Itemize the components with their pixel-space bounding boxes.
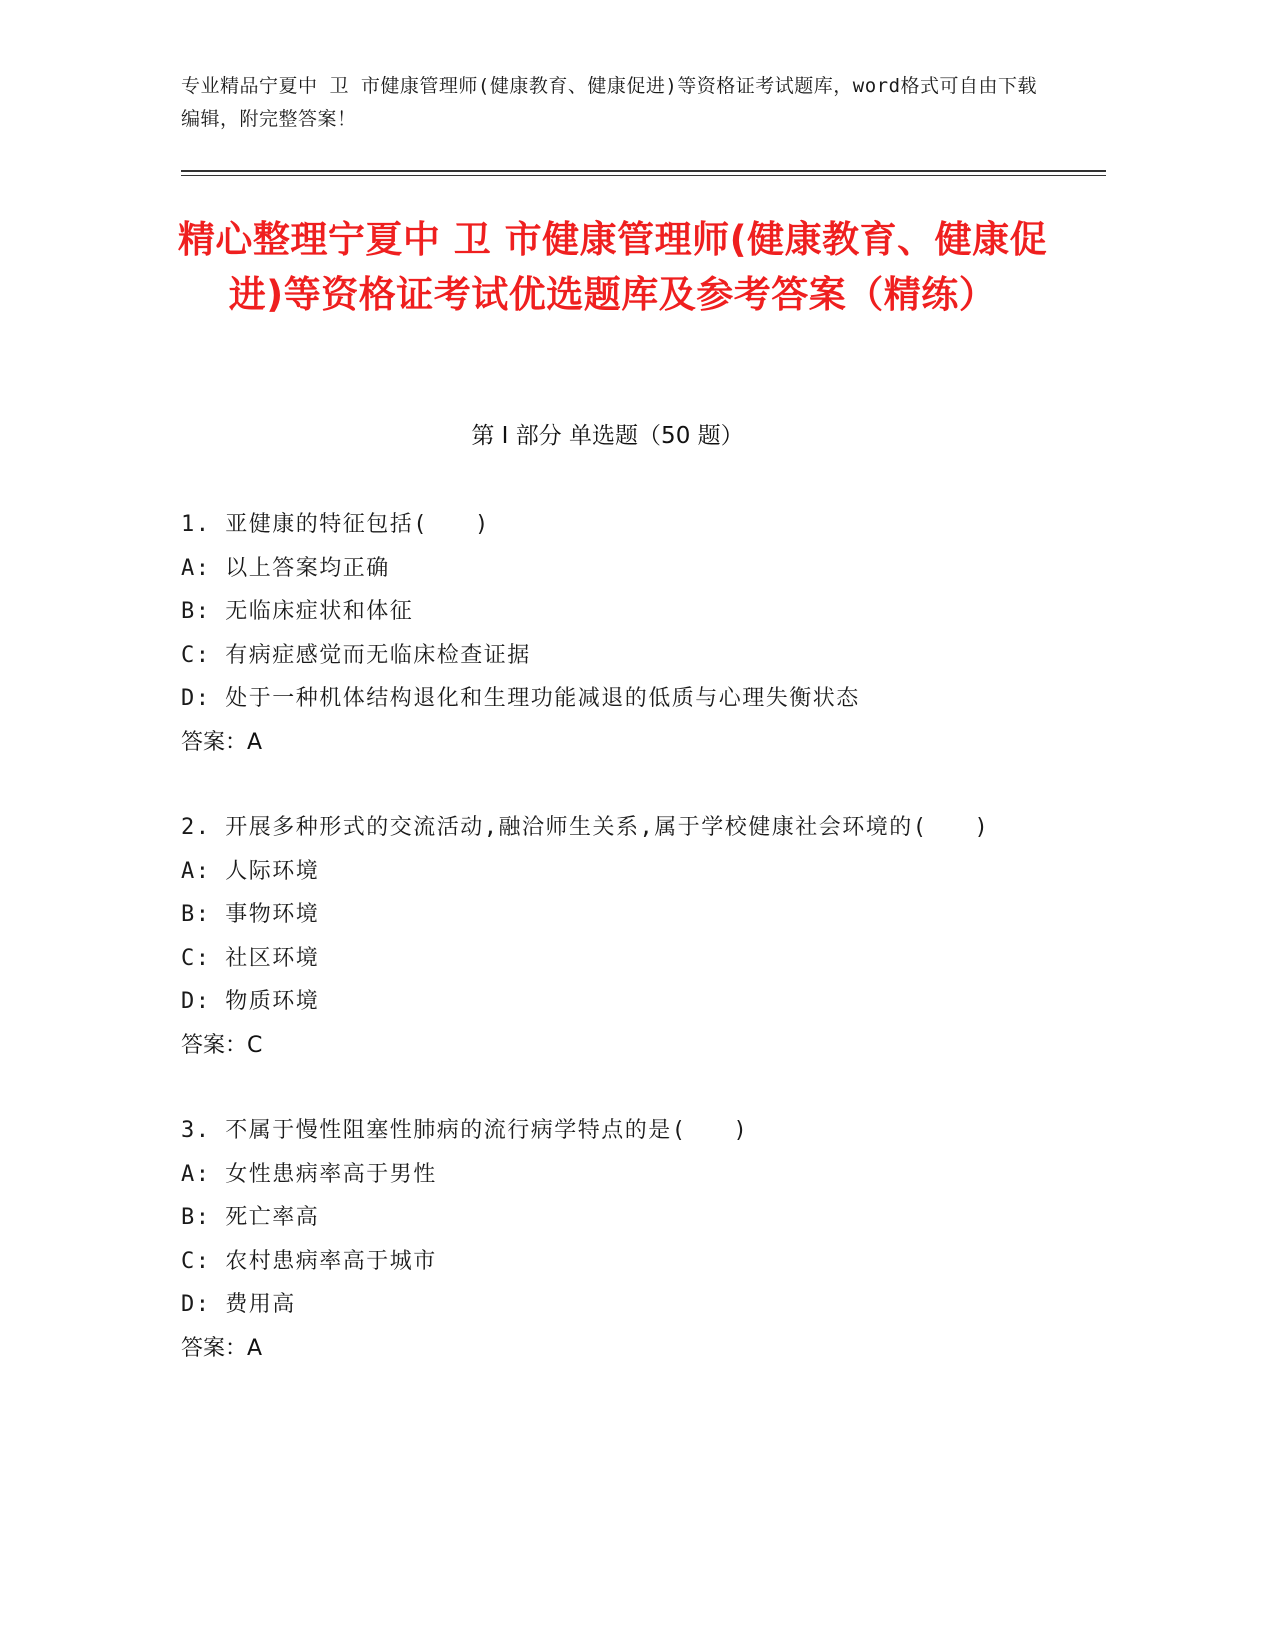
option-b: B: 死亡率高 xyxy=(181,1205,320,1230)
option-a: A: 人际环境 xyxy=(181,858,320,884)
question-stem: 3. 不属于慢性阻塞性肺病的流行病学特点的是( ) xyxy=(181,1118,749,1143)
option-d: D: 物质环境 xyxy=(181,989,320,1014)
option-a: A: 女性患病率高于男性 xyxy=(181,1161,437,1187)
document-title: 精心整理宁夏中 卫 市健康管理师(健康教育、健康促进)等资格证考试优选题库及参考答案（精练） xyxy=(177,218,1048,316)
option-a: A: 以上答案均正确 xyxy=(181,555,390,581)
question-stem: 1. 亚健康的特征包括( ) xyxy=(181,512,490,537)
question-stem: 2. 开展多种形式的交流活动,融洽师生关系,属于学校健康社会环境的( ) xyxy=(181,815,990,840)
header-rule-thick xyxy=(181,170,1106,172)
option-b: B: 事物环境 xyxy=(181,902,320,927)
section-heading: 第 I 部分 单选题（50 题） xyxy=(471,423,744,449)
option-c: C: 农村患病率高于城市 xyxy=(181,1248,437,1274)
option-d: D: 处于一种机体结构退化和生理功能减退的低质与心理失衡状态 xyxy=(181,686,860,711)
option-c: C: 社区环境 xyxy=(181,945,320,971)
option-b: B: 无临床症状和体征 xyxy=(181,599,414,624)
question-3 xyxy=(181,1109,1061,1370)
option-d: D: 费用高 xyxy=(181,1292,296,1317)
header-note: 专业精品宁夏中 卫 市健康管理师(健康教育、健康促进)等资格证考试题库，word格式可自由下载编辑，附完整答案！ xyxy=(181,75,1038,130)
question-2 xyxy=(181,806,1061,1067)
question-1 xyxy=(181,503,1061,764)
header-rule-thin xyxy=(181,175,1106,176)
question-list xyxy=(181,503,1061,1412)
option-c: C: 有病症感觉而无临床检查证据 xyxy=(181,642,531,668)
answer: 答案：C xyxy=(181,1032,263,1058)
answer: 答案：A xyxy=(181,729,263,755)
answer: 答案：A xyxy=(181,1335,263,1361)
